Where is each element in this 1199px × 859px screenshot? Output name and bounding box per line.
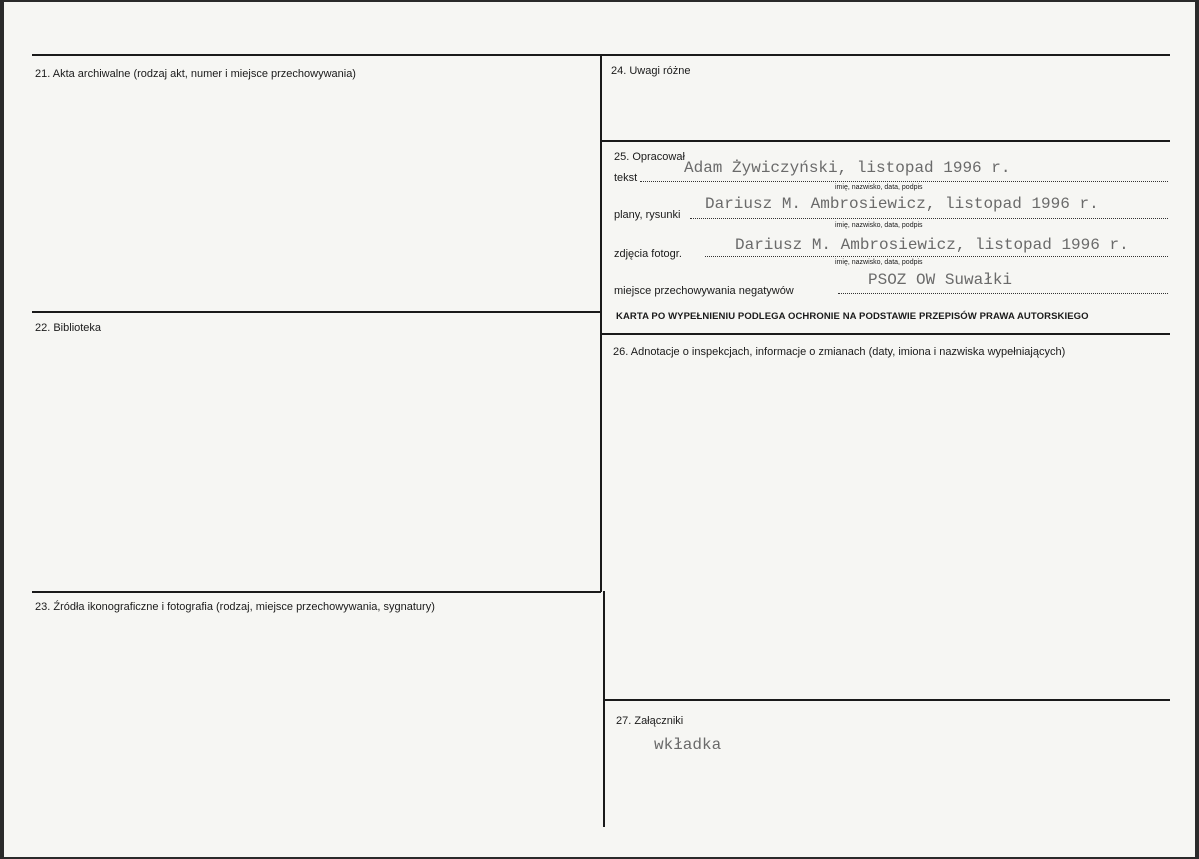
negatywy-value: PSOZ OW Suwałki — [868, 271, 1013, 289]
section-26-label: 26. Adnotacje o inspekcjach, informacje o zmianach (daty, imiona i nazwiska wypełniających) — [613, 346, 1066, 358]
plany-label: plany, rysunki — [614, 209, 681, 221]
tekst-value: Adam Żywiczyński, listopad 1996 r. — [684, 159, 1011, 177]
tekst-line — [640, 181, 1168, 182]
plany-value: Dariusz M. Ambrosiewicz, listopad 1996 r. — [705, 195, 1099, 213]
center-divider — [600, 54, 602, 592]
negatywy-label: miejsce przechowywania negatywów — [614, 285, 794, 297]
rule-21-22 — [32, 311, 601, 313]
section-27-label: 27. Załączniki — [616, 715, 684, 727]
rule-22-23 — [32, 591, 601, 593]
zdjecia-caption: imię, nazwisko, data, podpis — [835, 259, 923, 266]
rule-24-25 — [601, 140, 1170, 142]
archive-card — [4, 2, 1195, 857]
rule-26-27 — [604, 699, 1170, 701]
zdjecia-value: Dariusz M. Ambrosiewicz, listopad 1996 r. — [735, 236, 1129, 254]
section-21-label: 21. Akta archiwalne (rodzaj akt, numer i miejsce przechowywania) — [35, 68, 356, 80]
center-divider-lower — [603, 591, 605, 827]
rule-25-26 — [601, 333, 1170, 335]
negatywy-line — [838, 293, 1168, 294]
section-22-label: 22. Biblioteka — [35, 322, 102, 334]
zdjecia-label: zdjęcia fotogr. — [614, 248, 682, 260]
section-25-label: 25. Opracował — [614, 151, 685, 163]
zdjecia-line — [705, 256, 1168, 257]
plany-caption: imię, nazwisko, data, podpis — [835, 222, 923, 229]
section-24-label: 24. Uwagi różne — [611, 65, 691, 77]
copyright-notice: KARTA PO WYPEŁNIENIU PODLEGA OCHRONIE NA PODSTAWIE PRZEPISÓW PRAWA AUTORSKIEGO — [616, 311, 1089, 322]
tekst-label: tekst — [614, 172, 638, 184]
plany-line — [690, 218, 1168, 219]
section-23-label: 23. Źródła ikonograficzne i fotografia (rodzaj, miejsce przechowywania, sygnatury) — [35, 601, 435, 613]
tekst-caption: imię, nazwisko, data, podpis — [835, 184, 923, 191]
section-27-value: wkładka — [654, 736, 722, 754]
